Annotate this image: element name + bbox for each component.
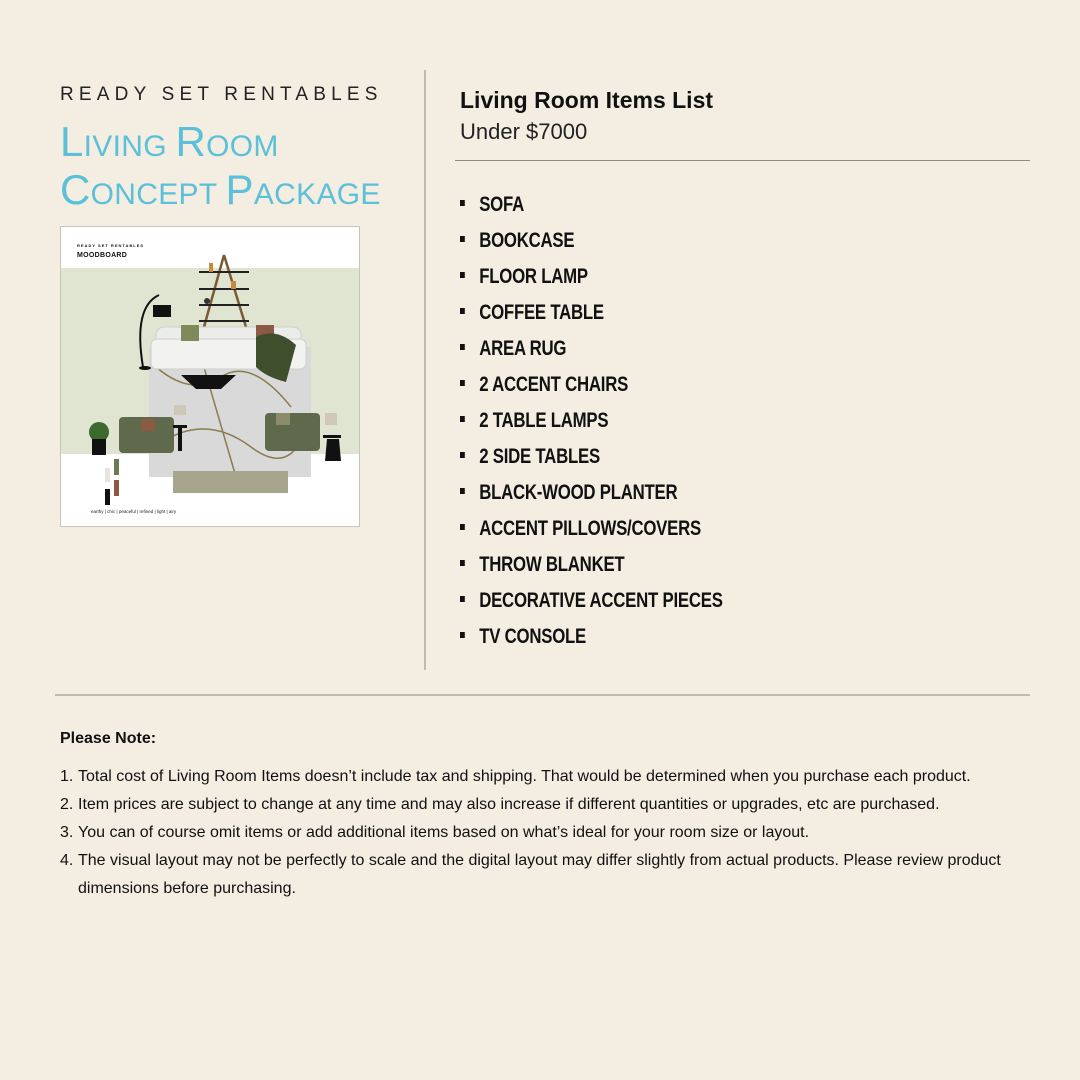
page-title xyxy=(60,120,390,216)
note-number: 3. xyxy=(60,824,74,841)
title-cap: C xyxy=(60,166,91,213)
list-item xyxy=(460,368,723,404)
title-text: OOM xyxy=(206,130,279,163)
note-item xyxy=(60,819,1020,847)
item-label: 2 TABLE LAMPS xyxy=(479,409,609,432)
note-text: You can of course omit items or add additional items based on what’s ideal for your room size or layout. xyxy=(78,824,810,841)
vertical-divider xyxy=(424,70,426,670)
note-text: The visual layout may not be perfectly to scale and the digital layout may differ slightly from actual products. Please review product dimensions before purchasing. xyxy=(78,852,1001,897)
title-text: ONCEPT xyxy=(90,178,226,211)
note-number: 2. xyxy=(60,796,74,813)
left-column xyxy=(60,84,390,216)
item-label: THROW BLANKET xyxy=(479,553,625,576)
list-item xyxy=(460,188,723,224)
brand-name: READY SET RENTABLES xyxy=(60,84,383,105)
header-divider xyxy=(455,160,1030,161)
tv-console xyxy=(173,471,288,493)
bullet-icon xyxy=(460,308,465,314)
list-item xyxy=(460,512,723,548)
item-label: DECORATIVE ACCENT PIECES xyxy=(479,589,723,612)
list-item xyxy=(460,260,723,296)
bullet-icon xyxy=(460,416,465,422)
bullet-icon xyxy=(460,344,465,350)
list-item xyxy=(460,404,723,440)
item-label: ACCENT PILLOWS/COVERS xyxy=(479,517,701,540)
title-line-1 xyxy=(60,120,390,168)
list-item xyxy=(460,584,723,620)
bullet-icon xyxy=(460,200,465,206)
items-list-subtitle: Under $7000 xyxy=(460,119,588,144)
list-item xyxy=(460,440,723,476)
notes-title: Please Note: xyxy=(60,730,157,747)
bullet-icon xyxy=(460,236,465,242)
note-number: 4. xyxy=(60,852,74,869)
title-text: IVING xyxy=(83,130,176,163)
item-label: SOFA xyxy=(479,193,524,216)
item-label: TV CONSOLE xyxy=(479,625,587,648)
title-cap: P xyxy=(225,166,254,213)
title-text: ACKAGE xyxy=(253,178,381,211)
title-line-2 xyxy=(60,168,390,216)
color-swatches xyxy=(105,459,119,505)
items-list-header xyxy=(460,84,1030,148)
item-label: BOOKCASE xyxy=(479,229,575,252)
list-item xyxy=(460,224,723,260)
moodboard-brand: READY SET RENTABLES xyxy=(77,243,145,248)
items-list-title: Living Room Items List xyxy=(460,87,714,113)
bullet-icon xyxy=(460,596,465,602)
list-item xyxy=(460,332,723,368)
note-item xyxy=(60,763,1020,791)
note-item xyxy=(60,847,1020,903)
title-cap: L xyxy=(60,118,84,165)
bullet-icon xyxy=(460,380,465,386)
note-number: 1. xyxy=(60,768,74,785)
item-label: 2 ACCENT CHAIRS xyxy=(479,373,629,396)
bullet-icon xyxy=(460,272,465,278)
bullet-icon xyxy=(460,524,465,530)
item-label: FLOOR LAMP xyxy=(479,265,588,288)
list-item xyxy=(460,548,723,584)
moodboard-image xyxy=(60,226,360,527)
item-label: COFFEE TABLE xyxy=(479,301,604,324)
moodboard-title: MOODBOARD xyxy=(77,252,128,259)
moodboard-art xyxy=(61,227,359,526)
note-text: Total cost of Living Room Items doesn’t include tax and shipping. That would be determined when you purchase each product. xyxy=(78,768,971,785)
section-divider xyxy=(55,694,1030,696)
list-item xyxy=(460,296,723,332)
list-item xyxy=(460,620,723,656)
black-wood-planter xyxy=(89,422,109,455)
item-label: AREA RUG xyxy=(479,337,567,360)
item-label: BLACK-WOOD PLANTER xyxy=(479,481,678,504)
note-text: Item prices are subject to change at any time and may also increase if different quantities or upgrades, etc are purchased. xyxy=(78,796,940,813)
list-item xyxy=(460,476,723,512)
moodboard-caption: earthy | chic | peaceful | refined | light | airy xyxy=(91,509,177,514)
bullet-icon xyxy=(460,560,465,566)
bullet-icon xyxy=(460,488,465,494)
item-label: 2 SIDE TABLES xyxy=(479,445,600,468)
bullet-icon xyxy=(460,452,465,458)
bullet-icon xyxy=(460,632,465,638)
items-list xyxy=(460,188,788,656)
notes-section xyxy=(60,730,1020,903)
notes-list xyxy=(60,763,1020,903)
title-cap: R xyxy=(175,118,207,165)
note-item xyxy=(60,791,1020,819)
